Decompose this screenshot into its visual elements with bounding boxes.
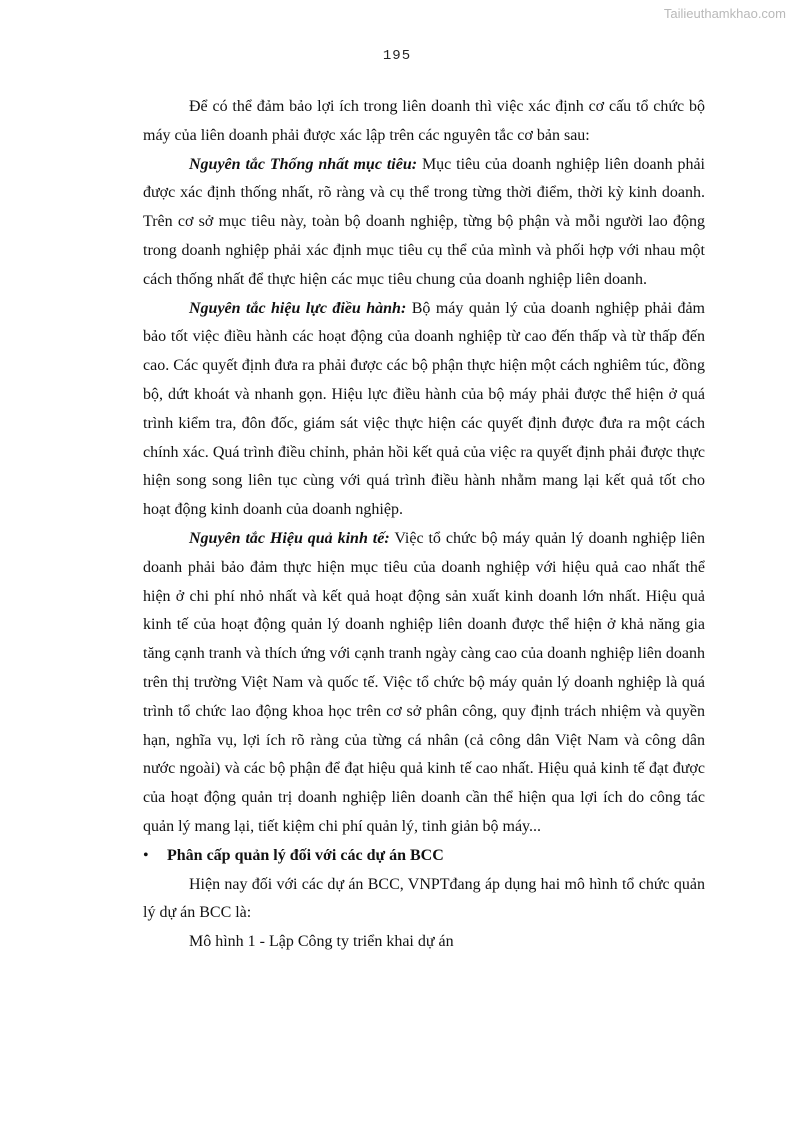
principle-text: Bộ máy quản lý của doanh nghiệp phải đảm bảo tốt việc điều hành các hoạt động của doanh nghiệp từ cao đến thấp và từ thấp đến cao. Các quyết định đưa ra phải được các bộ phận thực hiện một cách nghiêm túc, đồng bộ, dứt khoát và nhanh gọn. Hiệu lực điều hành của bộ máy phải được thể hiện ở quá trình kiểm tra, đôn đốc, giám sát việc thực hiện các quyết định được đưa ra một cách chính xác. Quá trình điều chỉnh, phản hồi kết quả của việc ra quyết định phải được thực hiện song song liên tục cùng với quá trình điều hành nhằm mang lại kết quả tốt cho hoạt động kinh doanh của doanh nghiệp. [143,299,705,519]
model-1-line: Mô hình 1 - Lập Công ty triển khai dự án [189,933,454,951]
bcc-intro-paragraph: Hiện nay đối với các dự án BCC, VNPTđang áp dụng hai mô hình tổ chức quản lý dự án BCC là: [143,875,705,922]
principle-text: Việc tổ chức bộ máy quản lý doanh nghiệp liên doanh phải bảo đảm thực hiện mục tiêu của doanh nghiệp với hiệu quả cao nhất thể hiện ở chi phí nhỏ nhất và kết quả hoạt động sản xuất kinh doanh lớn nhất. Hiệu quả kinh tế của hoạt động quản lý doanh nghiệp liên doanh được thể hiện ở khả năng gia tăng cạnh tranh và thích ứng với cạnh tranh ngày càng cao của doanh nghiệp liên doanh trên thị trường Việt Nam và quốc tế. Việc tổ chức bộ máy quản lý doanh nghiệp là quá trình tổ chức lao động khoa học trên cơ sở phân công, quy định trách nhiệm và quyền hạn, nghĩa vụ, lợi ích rõ ràng của từng cá nhân (cả công dân Việt Nam và công dân nước ngoài) và các bộ phận để đạt hiệu quả kinh tế cao nhất. Hiệu quả kinh tế đạt được của hoạt động quản trị doanh nghiệp liên doanh cần thể hiện qua lợi ích do công tác quản lý mang lại, tiết kiệm chi phí quản lý, tinh giản bộ máy... [143,529,705,835]
principle-paragraph-objective [143,151,705,295]
principle-title: Nguyên tắc Hiệu quả kinh tế: [189,529,390,547]
document-body [143,93,705,957]
bullet-heading-text: Phân cấp quản lý đối với các dự án BCC [167,846,444,864]
watermark-text: Tailieuthamkhao.com [663,6,786,21]
bullet-heading [143,842,705,871]
principle-paragraph-efficiency [143,525,705,842]
intro-paragraph: Để có thể đảm bảo lợi ích trong liên doanh thì việc xác định cơ cấu tổ chức bộ máy của liên doanh phải được xác lập trên các nguyên tắc cơ bản sau: [143,98,705,144]
principle-paragraph-effectiveness [143,295,705,525]
principle-title: Nguyên tắc Thống nhất mục tiêu: [189,155,418,173]
page-number: 195 [382,48,412,64]
principle-title: Nguyên tắc hiệu lực điều hành: [189,299,407,317]
principle-text: Mục tiêu của doanh nghiệp liên doanh phải được xác định thống nhất, rõ ràng và cụ thể trong từng thời điểm, thời kỳ kinh doanh. Trên cơ sở mục tiêu này, toàn bộ doanh nghiệp, từng bộ phận và mỗi người lao động trong doanh nghiệp phải xác định mục tiêu cụ thể của mình và phối hợp với nhau một cách thống nhất để thực hiện các mục tiêu chung của doanh nghiệp liên doanh. [143,155,706,288]
bullet-icon: • [143,846,149,864]
